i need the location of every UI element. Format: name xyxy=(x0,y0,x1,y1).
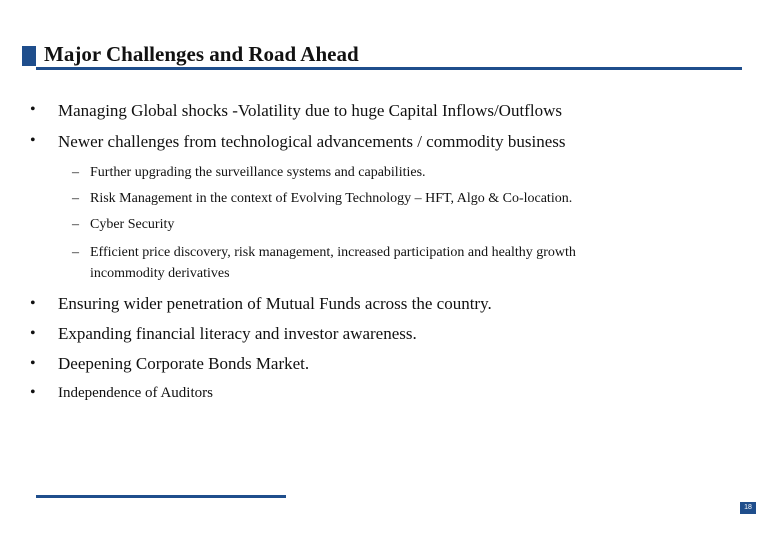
title-underline xyxy=(36,67,742,70)
sub-bullet-dash: – xyxy=(72,191,79,206)
sub-bullet-dash: – xyxy=(72,217,79,232)
bullet-newer-challenges: Newer challenges from technological advancements / commodity business xyxy=(58,132,566,151)
slide-title: Major Challenges and Road Ahead xyxy=(44,42,359,66)
bullet-corporate-bonds: Deepening Corporate Bonds Market. xyxy=(58,354,310,373)
bullet-mutual-funds: Ensuring wider penetration of Mutual Funds across the country. xyxy=(58,294,492,313)
sub-bullet-risk-management: Risk Management in the context of Evolving Technology – HFT, Algo & Co-location. xyxy=(90,191,573,206)
sub-bullet-surveillance: Further upgrading the surveillance systems and capabilities. xyxy=(90,165,426,180)
page-number: 18 xyxy=(740,502,756,514)
footer-rule xyxy=(36,495,286,498)
bullet-marker: • xyxy=(30,384,36,401)
title-marker xyxy=(22,46,36,66)
bullet-financial-literacy: Expanding financial literacy and investor awareness. xyxy=(58,324,417,343)
bullet-marker: • xyxy=(30,132,36,149)
bullet-global-shocks: Managing Global shocks -Volatility due to huge Capital Inflows/Outflows xyxy=(58,101,562,120)
sub-bullet-cyber-security: Cyber Security xyxy=(90,217,175,232)
sub-bullet-dash: – xyxy=(72,245,79,260)
sub-bullet-dash: – xyxy=(72,165,79,180)
bullet-marker: • xyxy=(30,101,36,118)
bullet-auditors: Independence of Auditors xyxy=(58,385,213,401)
bullet-marker: • xyxy=(30,355,36,372)
bullet-marker: • xyxy=(30,295,36,312)
sub-bullet-price-discovery: Efficient price discovery, risk management, increased participation and healthy growth xyxy=(90,245,576,260)
bullet-marker: • xyxy=(30,325,36,342)
sub-bullet-price-discovery-continued: incommodity derivatives xyxy=(90,266,230,281)
